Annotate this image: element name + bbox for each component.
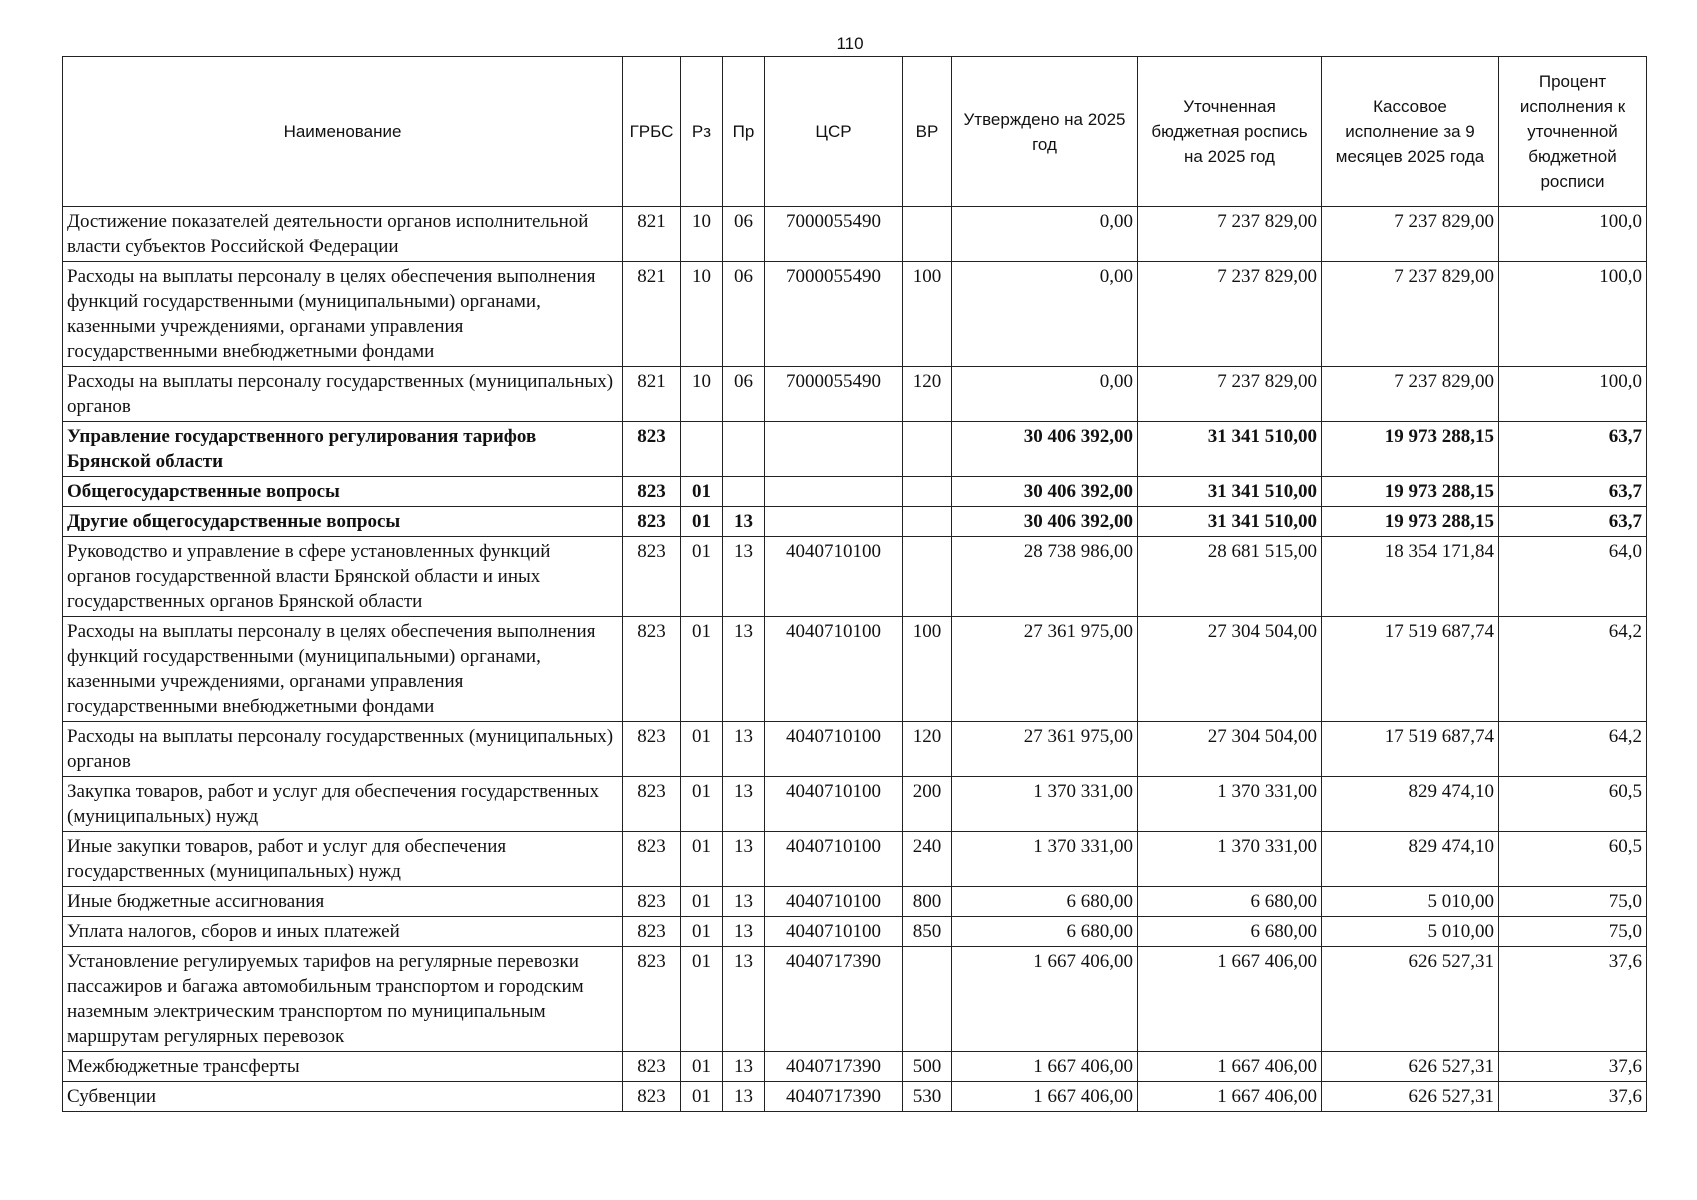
cell-cash: 17 519 687,74 bbox=[1322, 617, 1499, 722]
cell-percent: 63,7 bbox=[1499, 507, 1647, 537]
cell-approved: 1 667 406,00 bbox=[952, 1052, 1138, 1082]
cell-approved: 30 406 392,00 bbox=[952, 422, 1138, 477]
cell-vr: 800 bbox=[903, 887, 952, 917]
cell-csr: 4040717390 bbox=[765, 1082, 903, 1112]
cell-grbs: 821 bbox=[623, 367, 681, 422]
cell-rz: 10 bbox=[681, 262, 723, 367]
table-row bbox=[63, 507, 1647, 537]
cell-approved: 1 370 331,00 bbox=[952, 832, 1138, 887]
cell-percent: 60,5 bbox=[1499, 832, 1647, 887]
cell-approved: 0,00 bbox=[952, 207, 1138, 262]
table-row bbox=[63, 917, 1647, 947]
cell-pr: 13 bbox=[723, 722, 765, 777]
cell-percent: 75,0 bbox=[1499, 887, 1647, 917]
cell-cash: 5 010,00 bbox=[1322, 917, 1499, 947]
cell-refined: 1 370 331,00 bbox=[1138, 832, 1322, 887]
cell-percent: 100,0 bbox=[1499, 207, 1647, 262]
cell-rz: 10 bbox=[681, 367, 723, 422]
cell-rz: 01 bbox=[681, 1052, 723, 1082]
cell-name: Достижение показателей деятельности органов исполнительной власти субъектов Российской Федерации bbox=[63, 207, 623, 262]
cell-rz: 01 bbox=[681, 887, 723, 917]
cell-cash: 5 010,00 bbox=[1322, 887, 1499, 917]
cell-cash: 19 973 288,15 bbox=[1322, 477, 1499, 507]
cell-vr: 100 bbox=[903, 262, 952, 367]
cell-rz: 01 bbox=[681, 832, 723, 887]
table-row bbox=[63, 477, 1647, 507]
cell-refined: 1 370 331,00 bbox=[1138, 777, 1322, 832]
cell-vr: 240 bbox=[903, 832, 952, 887]
header-rz: Рз bbox=[681, 57, 723, 207]
cell-refined: 1 667 406,00 bbox=[1138, 1082, 1322, 1112]
table-row bbox=[63, 1082, 1647, 1112]
cell-refined: 6 680,00 bbox=[1138, 887, 1322, 917]
cell-name: Иные бюджетные ассигнования bbox=[63, 887, 623, 917]
cell-pr bbox=[723, 477, 765, 507]
cell-refined: 7 237 829,00 bbox=[1138, 207, 1322, 262]
table-row bbox=[63, 617, 1647, 722]
cell-approved: 1 370 331,00 bbox=[952, 777, 1138, 832]
cell-csr bbox=[765, 422, 903, 477]
cell-rz: 01 bbox=[681, 917, 723, 947]
cell-cash: 626 527,31 bbox=[1322, 947, 1499, 1052]
cell-name: Уплата налогов, сборов и иных платежей bbox=[63, 917, 623, 947]
cell-grbs: 823 bbox=[623, 617, 681, 722]
cell-name: Управление государственного регулирования тарифов Брянской области bbox=[63, 422, 623, 477]
cell-rz: 01 bbox=[681, 722, 723, 777]
cell-cash: 626 527,31 bbox=[1322, 1052, 1499, 1082]
cell-percent: 60,5 bbox=[1499, 777, 1647, 832]
header-cash: Кассовое исполнение за 9 месяцев 2025 года bbox=[1322, 57, 1499, 207]
cell-csr: 7000055490 bbox=[765, 367, 903, 422]
cell-refined: 1 667 406,00 bbox=[1138, 947, 1322, 1052]
cell-cash: 7 237 829,00 bbox=[1322, 262, 1499, 367]
cell-rz: 01 bbox=[681, 947, 723, 1052]
cell-cash: 19 973 288,15 bbox=[1322, 507, 1499, 537]
cell-percent: 64,2 bbox=[1499, 722, 1647, 777]
table-row bbox=[63, 207, 1647, 262]
header-vr: ВР bbox=[903, 57, 952, 207]
cell-approved: 30 406 392,00 bbox=[952, 507, 1138, 537]
cell-csr: 4040717390 bbox=[765, 1052, 903, 1082]
cell-refined: 28 681 515,00 bbox=[1138, 537, 1322, 617]
table-row bbox=[63, 777, 1647, 832]
cell-grbs: 823 bbox=[623, 917, 681, 947]
cell-approved: 30 406 392,00 bbox=[952, 477, 1138, 507]
cell-vr: 530 bbox=[903, 1082, 952, 1112]
cell-name: Установление регулируемых тарифов на регулярные перевозки пассажиров и багажа автомобильным транспортом и городским наземным электрическим транспортом по муниципальным маршрутам регулярных перевозок bbox=[63, 947, 623, 1052]
cell-refined: 1 667 406,00 bbox=[1138, 1052, 1322, 1082]
cell-pr: 13 bbox=[723, 887, 765, 917]
cell-csr: 4040710100 bbox=[765, 917, 903, 947]
table-row bbox=[63, 262, 1647, 367]
cell-percent: 63,7 bbox=[1499, 477, 1647, 507]
cell-name: Закупка товаров, работ и услуг для обеспечения государственных (муниципальных) нужд bbox=[63, 777, 623, 832]
cell-vr bbox=[903, 207, 952, 262]
cell-vr bbox=[903, 422, 952, 477]
cell-csr: 4040710100 bbox=[765, 832, 903, 887]
cell-pr: 13 bbox=[723, 947, 765, 1052]
cell-vr: 120 bbox=[903, 367, 952, 422]
cell-percent: 64,2 bbox=[1499, 617, 1647, 722]
cell-csr bbox=[765, 507, 903, 537]
cell-pr: 13 bbox=[723, 832, 765, 887]
cell-percent: 64,0 bbox=[1499, 537, 1647, 617]
budget-table bbox=[62, 56, 1647, 1112]
cell-approved: 6 680,00 bbox=[952, 887, 1138, 917]
cell-grbs: 823 bbox=[623, 887, 681, 917]
cell-refined: 6 680,00 bbox=[1138, 917, 1322, 947]
cell-pr bbox=[723, 422, 765, 477]
cell-csr: 4040717390 bbox=[765, 947, 903, 1052]
cell-pr: 13 bbox=[723, 507, 765, 537]
header-csr: ЦСР bbox=[765, 57, 903, 207]
cell-approved: 1 667 406,00 bbox=[952, 947, 1138, 1052]
cell-vr bbox=[903, 947, 952, 1052]
cell-rz: 01 bbox=[681, 777, 723, 832]
table-body bbox=[63, 207, 1647, 1112]
cell-pr: 13 bbox=[723, 777, 765, 832]
cell-refined: 31 341 510,00 bbox=[1138, 507, 1322, 537]
cell-grbs: 823 bbox=[623, 1052, 681, 1082]
header-pr: Пр bbox=[723, 57, 765, 207]
cell-vr: 200 bbox=[903, 777, 952, 832]
cell-grbs: 823 bbox=[623, 507, 681, 537]
cell-approved: 27 361 975,00 bbox=[952, 617, 1138, 722]
cell-refined: 7 237 829,00 bbox=[1138, 367, 1322, 422]
cell-rz: 10 bbox=[681, 207, 723, 262]
cell-vr: 100 bbox=[903, 617, 952, 722]
cell-pr: 06 bbox=[723, 367, 765, 422]
table-row bbox=[63, 367, 1647, 422]
cell-name: Другие общегосударственные вопросы bbox=[63, 507, 623, 537]
cell-refined: 7 237 829,00 bbox=[1138, 262, 1322, 367]
table-row bbox=[63, 537, 1647, 617]
cell-pr: 13 bbox=[723, 537, 765, 617]
cell-grbs: 823 bbox=[623, 722, 681, 777]
cell-csr: 4040710100 bbox=[765, 617, 903, 722]
table-row bbox=[63, 1052, 1647, 1082]
cell-vr: 850 bbox=[903, 917, 952, 947]
cell-pr: 06 bbox=[723, 262, 765, 367]
cell-rz: 01 bbox=[681, 617, 723, 722]
cell-cash: 829 474,10 bbox=[1322, 832, 1499, 887]
cell-grbs: 823 bbox=[623, 477, 681, 507]
cell-percent: 37,6 bbox=[1499, 947, 1647, 1052]
cell-pr: 13 bbox=[723, 1052, 765, 1082]
cell-percent: 37,6 bbox=[1499, 1052, 1647, 1082]
cell-csr bbox=[765, 477, 903, 507]
cell-csr: 7000055490 bbox=[765, 262, 903, 367]
cell-grbs: 823 bbox=[623, 537, 681, 617]
cell-name: Расходы на выплаты персоналу в целях обеспечения выполнения функций государственными (муниципальными) органами, казенными учреждениями, органами управления государственными внебюджетными фондами bbox=[63, 262, 623, 367]
cell-csr: 4040710100 bbox=[765, 887, 903, 917]
cell-grbs: 823 bbox=[623, 1082, 681, 1112]
cell-cash: 829 474,10 bbox=[1322, 777, 1499, 832]
cell-name: Расходы на выплаты персоналу государственных (муниципальных) органов bbox=[63, 722, 623, 777]
header-row bbox=[63, 57, 1647, 207]
cell-approved: 0,00 bbox=[952, 262, 1138, 367]
cell-percent: 63,7 bbox=[1499, 422, 1647, 477]
cell-grbs: 821 bbox=[623, 262, 681, 367]
cell-name: Расходы на выплаты персоналу в целях обеспечения выполнения функций государственными (муниципальными) органами, казенными учреждениями, органами управления государственными внебюджетными фондами bbox=[63, 617, 623, 722]
table-row bbox=[63, 887, 1647, 917]
cell-csr: 4040710100 bbox=[765, 777, 903, 832]
cell-refined: 31 341 510,00 bbox=[1138, 422, 1322, 477]
cell-name: Субвенции bbox=[63, 1082, 623, 1112]
cell-approved: 27 361 975,00 bbox=[952, 722, 1138, 777]
cell-cash: 626 527,31 bbox=[1322, 1082, 1499, 1112]
cell-cash: 7 237 829,00 bbox=[1322, 367, 1499, 422]
cell-refined: 27 304 504,00 bbox=[1138, 722, 1322, 777]
cell-refined: 31 341 510,00 bbox=[1138, 477, 1322, 507]
cell-vr bbox=[903, 537, 952, 617]
cell-vr: 500 bbox=[903, 1052, 952, 1082]
cell-vr: 120 bbox=[903, 722, 952, 777]
table-row bbox=[63, 947, 1647, 1052]
page-number: 110 bbox=[836, 34, 864, 53]
header-refined: Уточненная бюджетная роспись на 2025 год bbox=[1138, 57, 1322, 207]
cell-pr: 06 bbox=[723, 207, 765, 262]
cell-cash: 7 237 829,00 bbox=[1322, 207, 1499, 262]
cell-rz: 01 bbox=[681, 537, 723, 617]
cell-rz: 01 bbox=[681, 507, 723, 537]
cell-cash: 17 519 687,74 bbox=[1322, 722, 1499, 777]
cell-percent: 100,0 bbox=[1499, 262, 1647, 367]
cell-pr: 13 bbox=[723, 1082, 765, 1112]
cell-grbs: 823 bbox=[623, 422, 681, 477]
cell-name: Межбюджетные трансферты bbox=[63, 1052, 623, 1082]
cell-name: Общегосударственные вопросы bbox=[63, 477, 623, 507]
cell-approved: 1 667 406,00 bbox=[952, 1082, 1138, 1112]
cell-grbs: 823 bbox=[623, 832, 681, 887]
cell-rz: 01 bbox=[681, 1082, 723, 1112]
cell-cash: 18 354 171,84 bbox=[1322, 537, 1499, 617]
cell-vr bbox=[903, 507, 952, 537]
cell-vr bbox=[903, 477, 952, 507]
cell-grbs: 821 bbox=[623, 207, 681, 262]
cell-csr: 4040710100 bbox=[765, 537, 903, 617]
header-percent: Процент исполнения к уточненной бюджетной росписи bbox=[1499, 57, 1647, 207]
cell-percent: 75,0 bbox=[1499, 917, 1647, 947]
cell-name: Иные закупки товаров, работ и услуг для обеспечения государственных (муниципальных) нужд bbox=[63, 832, 623, 887]
cell-pr: 13 bbox=[723, 617, 765, 722]
header-name: Наименование bbox=[63, 57, 623, 207]
cell-cash: 19 973 288,15 bbox=[1322, 422, 1499, 477]
cell-approved: 0,00 bbox=[952, 367, 1138, 422]
cell-percent: 37,6 bbox=[1499, 1082, 1647, 1112]
cell-refined: 27 304 504,00 bbox=[1138, 617, 1322, 722]
cell-pr: 13 bbox=[723, 917, 765, 947]
cell-approved: 28 738 986,00 bbox=[952, 537, 1138, 617]
cell-rz bbox=[681, 422, 723, 477]
cell-csr: 4040710100 bbox=[765, 722, 903, 777]
table-row bbox=[63, 832, 1647, 887]
table-row bbox=[63, 422, 1647, 477]
cell-name: Руководство и управление в сфере установленных функций органов государственной власти Брянской области и иных государственных органов Брянской области bbox=[63, 537, 623, 617]
header-grbs: ГРБС bbox=[623, 57, 681, 207]
table-row bbox=[63, 722, 1647, 777]
cell-percent: 100,0 bbox=[1499, 367, 1647, 422]
cell-grbs: 823 bbox=[623, 947, 681, 1052]
cell-approved: 6 680,00 bbox=[952, 917, 1138, 947]
cell-name: Расходы на выплаты персоналу государственных (муниципальных) органов bbox=[63, 367, 623, 422]
cell-grbs: 823 bbox=[623, 777, 681, 832]
cell-rz: 01 bbox=[681, 477, 723, 507]
header-approved: Утверждено на 2025 год bbox=[952, 57, 1138, 207]
cell-csr: 7000055490 bbox=[765, 207, 903, 262]
